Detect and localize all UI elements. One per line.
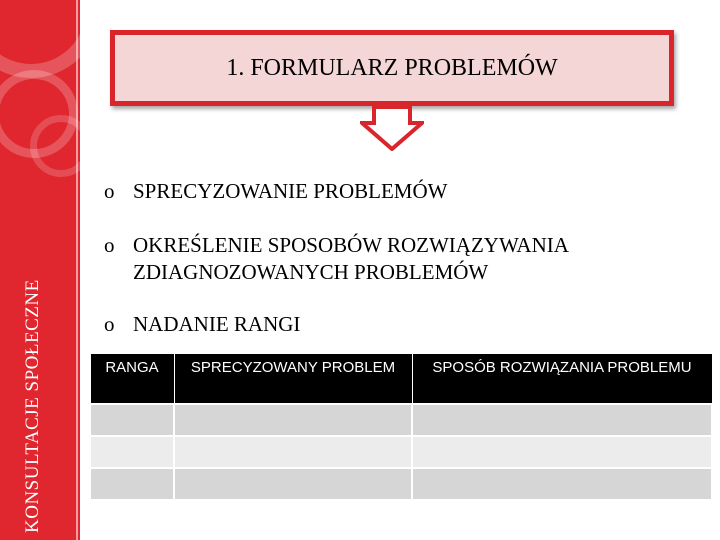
page-title: 1. FORMULARZ PROBLEMÓW [226,55,558,81]
table-header-row [90,354,712,404]
list-item [100,178,700,205]
table-cell[interactable] [174,436,412,468]
table-cell[interactable] [90,468,174,500]
sidebar-label: KONSULTACJE SPOŁECZNE [22,279,43,533]
bullet-marker: o [104,179,115,203]
table-cell[interactable] [90,436,174,468]
table-row [90,404,712,436]
column-header-solution: SPOSÓB ROZWIĄZANIA PROBLEMU [412,354,712,404]
title-callout [110,30,674,106]
table-cell[interactable] [174,404,412,436]
bullet-marker: o [104,312,115,336]
table-row [90,468,712,500]
side-divider [76,0,78,540]
bullet-text: OKREŚLENIE SPOSOBÓW ROZWIĄZYWANIA ZDIAGNOZOWANYCH PROBLEMÓW [133,233,568,284]
side-band [0,0,80,540]
bullet-list [100,178,700,338]
table-cell[interactable] [412,436,712,468]
table-cell[interactable] [412,468,712,500]
table-cell[interactable] [90,404,174,436]
bullet-marker: o [104,233,115,257]
table-cell[interactable] [412,404,712,436]
list-item [100,232,700,286]
bullet-text: NADANIE RANGI [133,312,301,336]
table-row [90,436,712,468]
column-header-rank: RANGA [90,354,174,404]
problems-table [89,353,713,501]
arrow-down-icon [360,105,424,151]
decorative-ring [0,0,80,78]
list-item [100,311,700,338]
column-header-problem: SPRECYZOWANY PROBLEM [174,354,412,404]
bullet-text: SPRECYZOWANIE PROBLEMÓW [133,179,448,203]
decorative-ring [30,115,80,177]
table-cell[interactable] [174,468,412,500]
